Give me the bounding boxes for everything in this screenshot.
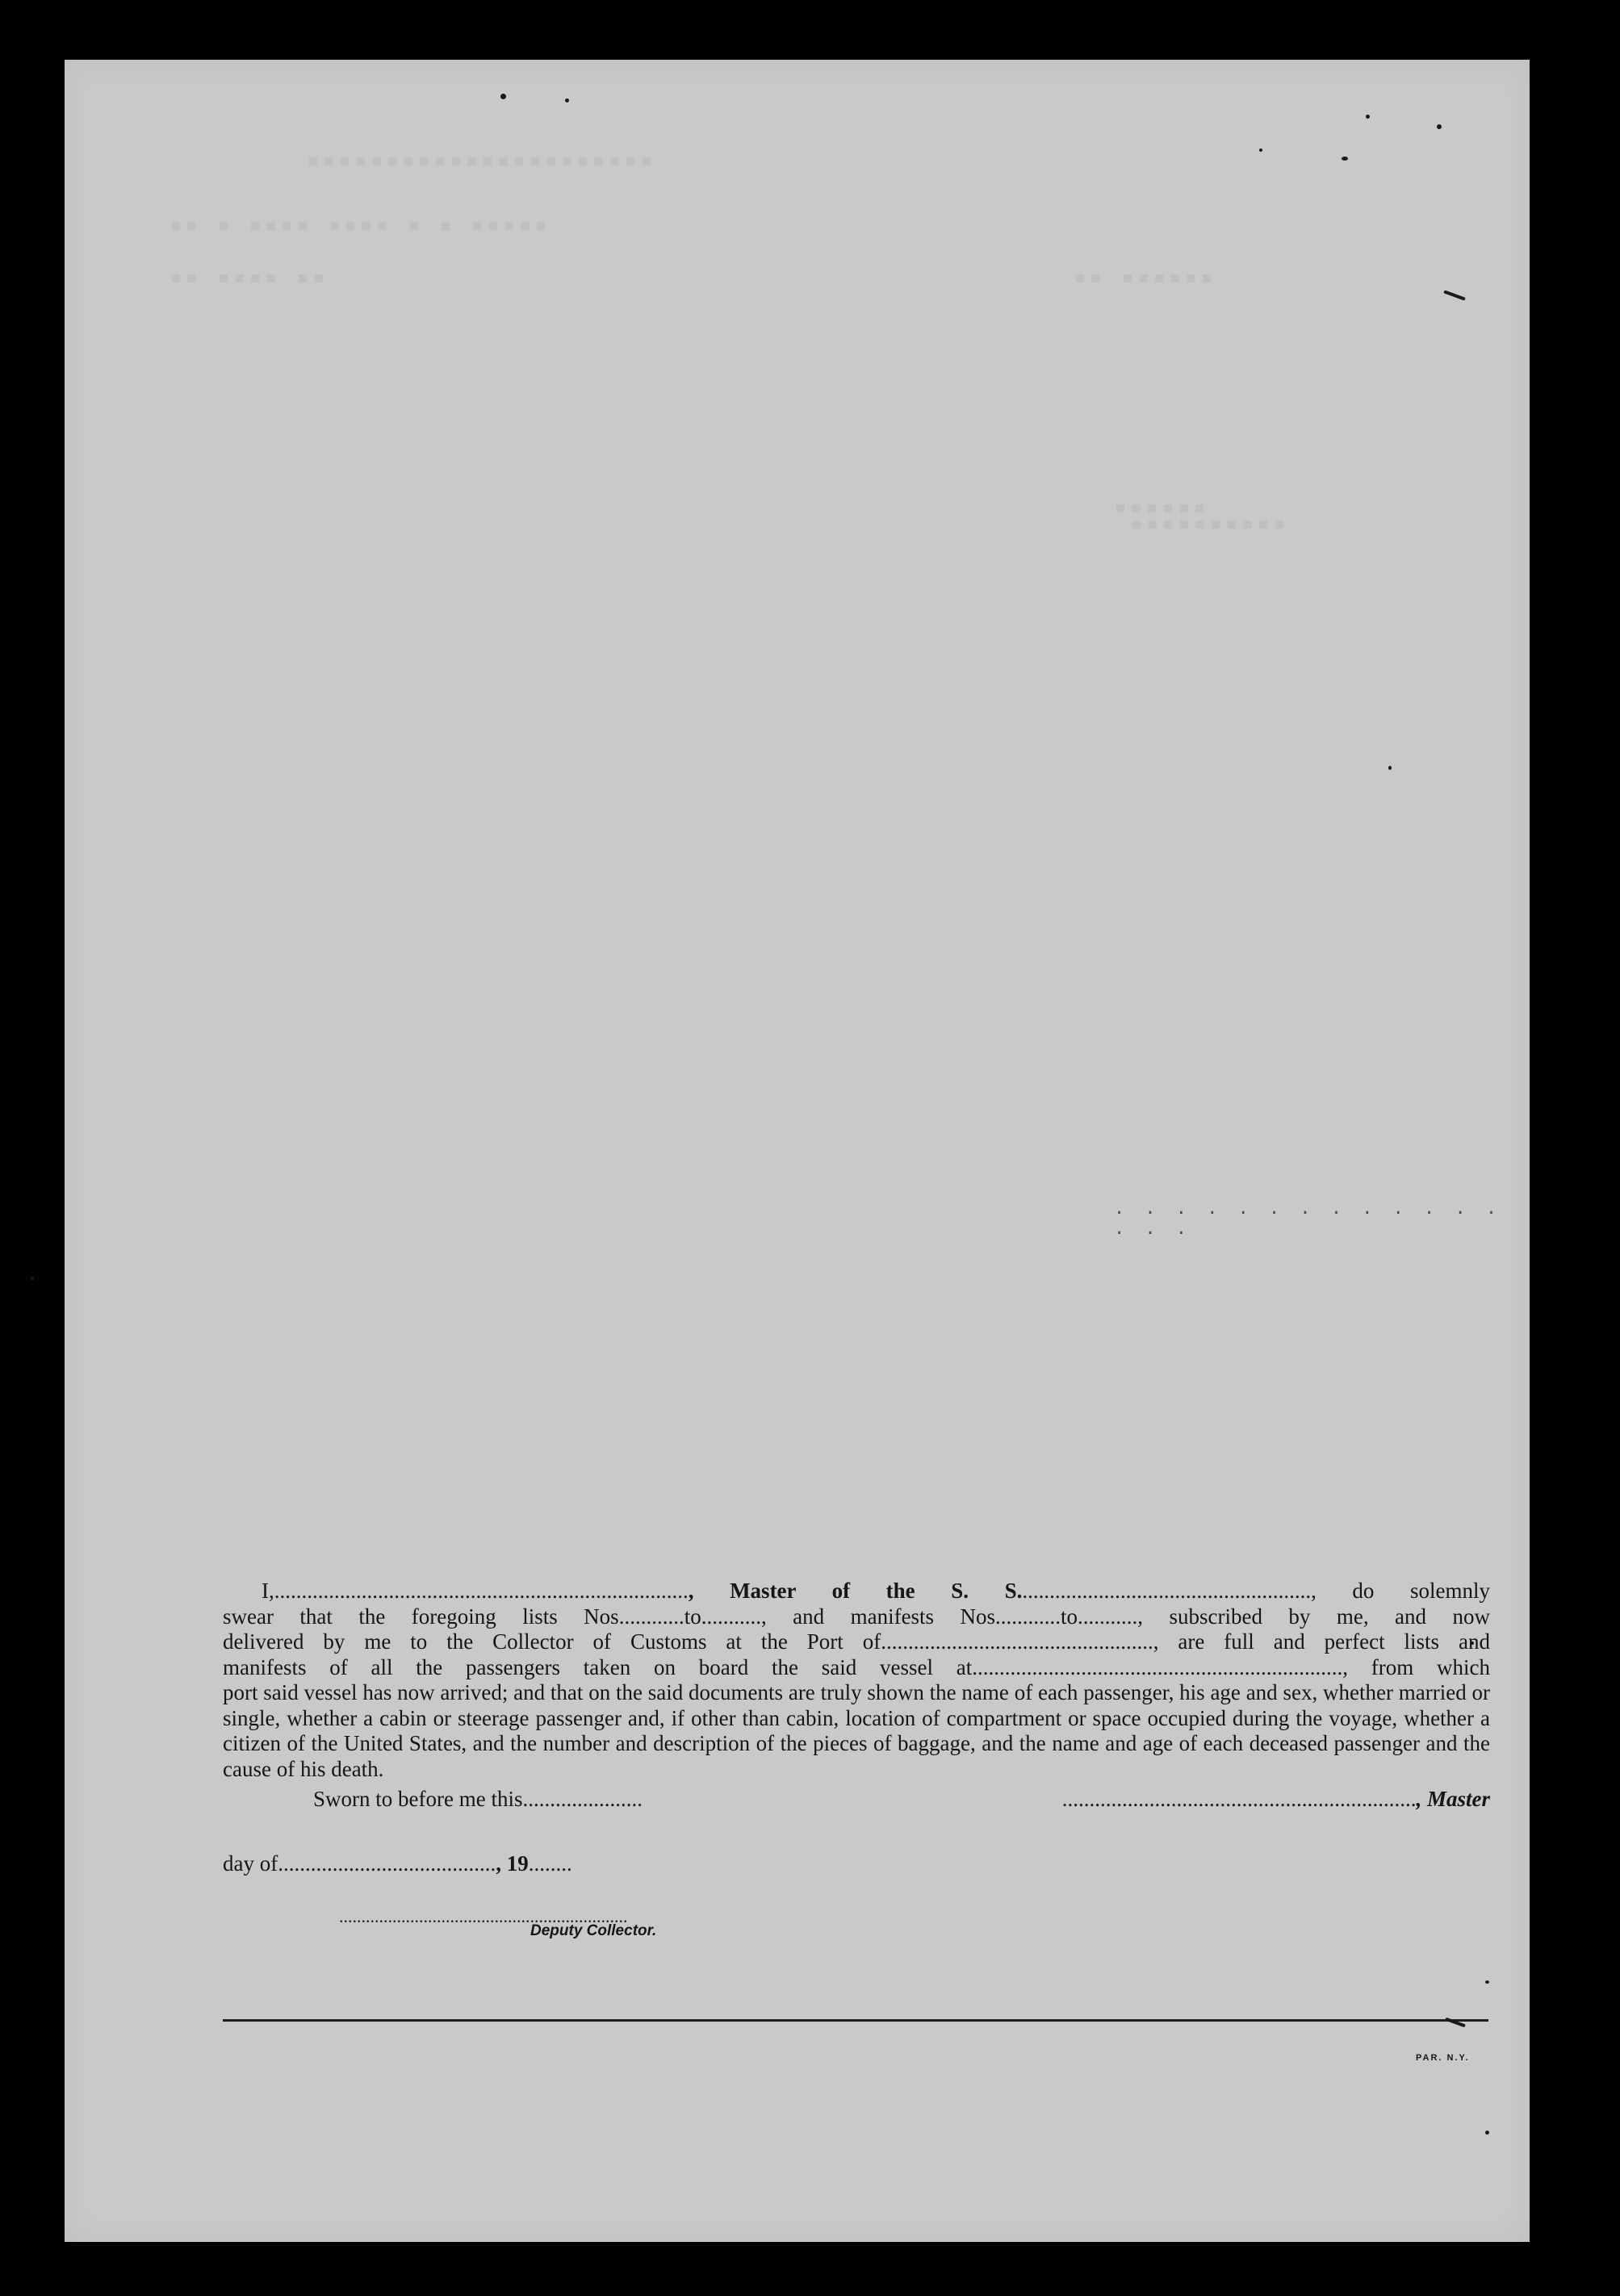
deputy-signature-line: ................................................................. [339,1906,628,1926]
speck [565,98,569,102]
blank-list-to: ........... [701,1604,761,1629]
bleed-through-mark: ▪▪▪▪▪▪▪▪▪▪▪▪▪▪▪▪▪▪▪▪▪▪ [307,148,656,173]
document-page [65,60,1530,2242]
bleed-through-mark: ▪▪ ▪▪▪▪ ▪▪ [170,266,329,290]
date-line [223,1851,572,1876]
oath-paragraph [223,1579,1490,1783]
oath-text: , from which [1342,1654,1490,1679]
oath-text: to [1061,1604,1078,1629]
oath-line-2 [223,1604,1490,1630]
bleed-through-mark: ▪▪ ▪ ▪▪▪▪ ▪▪▪▪ ▪ ▪ ▪▪▪▪▪ [170,213,550,237]
blank-ship-name: ..................................................... [1022,1579,1312,1603]
oath-text: , and manifests Nos [760,1604,996,1629]
oath-text: , are full and perfect lists and [1153,1629,1490,1654]
blank-list-from: ............ [618,1604,684,1629]
speck [1485,1980,1489,1984]
bleed-through-mark: ▪▪ ▪▪▪▪▪▪ [1074,266,1216,290]
blank-master-name: ............................................................................ [274,1579,689,1603]
oath-text: manifests of all the passengers taken on board the said vessel at [223,1654,973,1679]
oath-text: I, [262,1579,274,1603]
speck [500,94,506,99]
printer-mark: PAR. N.Y. [1416,2053,1470,2063]
oath-line-4 [223,1655,1490,1681]
sworn-text: Sworn to before me this...................... [313,1787,643,1811]
blank-port: .................................................. [881,1629,1153,1654]
bleed-through-mark: ▪▪▪▪▪▪▪▪▪▪ [1130,512,1289,536]
speck [1259,148,1262,152]
oath-text: , Master of the S. S. [688,1579,1023,1603]
oath-text: to [684,1604,701,1629]
bleed-through-mark: ▪▪▪▪▪▪ [1114,496,1209,520]
blank-day: ........................................ [278,1851,496,1876]
oath-text: delivered by me to the Collector of Customs at the Port of [223,1629,881,1654]
oath-line-3 [223,1629,1490,1655]
dotted-mark: . . . . . . . . . . . . . . . . [1114,1199,1502,1240]
speck [1366,115,1370,119]
speck [31,1277,34,1280]
blank-departure-port: .................................................................... [972,1654,1343,1679]
deputy-collector-label: Deputy Collector. [530,1922,657,1939]
speck [1437,124,1442,129]
oath-text: swear that the foregoing lists Nos [223,1604,619,1629]
day-label: day of [223,1851,278,1876]
speck [1342,157,1348,161]
year-prefix: , 19 [496,1851,529,1876]
master-signature-line: ................................................................., Master [1061,1787,1490,1811]
horizontal-rule [223,2019,1488,2022]
blank-manifest-from: ............ [995,1604,1061,1629]
oath-text: , do solemnly [1311,1579,1491,1603]
blank-manifest-to: ........... [1078,1604,1138,1629]
speck [1485,2131,1489,2135]
speck [1388,766,1392,770]
edge-mark [1443,290,1466,300]
oath-rest: port said vessel has now arrived; and that on the said documents are truly shown the name of each passenger, his age and sex, whether married or single, whether a cabin or steerage passenger and, if other than cabin, location of compartment or space occupied during the voyage, whether a citizen of the United States, and the number and description of the pieces of baggage, and the name and age of each deceased passenger and the cause of his death. [223,1680,1490,1782]
oath-line-1 [223,1579,1490,1604]
blank-year: ........ [528,1851,572,1876]
oath-text: , subscribed by me, and now [1137,1604,1490,1629]
master-label: , Master [1416,1787,1490,1811]
